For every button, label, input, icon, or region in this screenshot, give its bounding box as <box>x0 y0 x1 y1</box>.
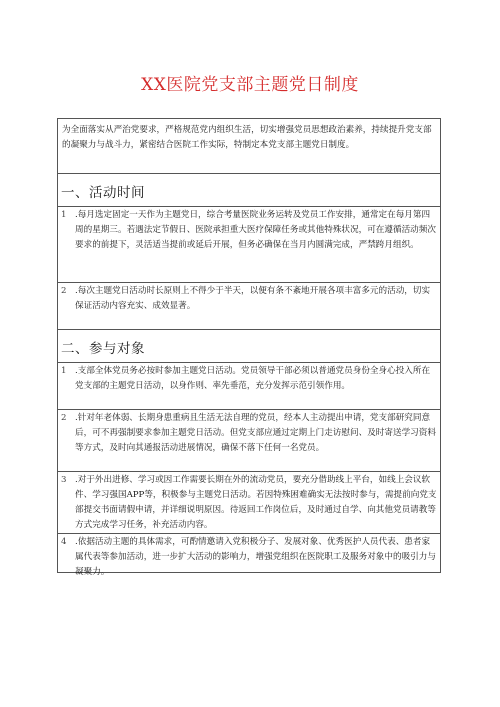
list-item <box>58 363 440 410</box>
list-item <box>58 472 440 534</box>
intro-paragraph: 为全面落实从严治党要求，严格规范党内组织生活，切实增强党员思想政治素养，持续提升党支部的凝聚力与战斗力，紧密结合医院工作实际，特制定本党支部主题党日制度。 <box>58 119 440 174</box>
item-number: 1 <box>61 366 67 376</box>
item-text: .依据活动主题的具体需求，可酌情邀请入党积极分子、发展对象、优秀医护人员代表、患者家属代表等参加活动，进一步扩大活动的影响力，增强党组织在医院职工及服务对象中的吸引力与凝聚力。 <box>75 537 436 577</box>
list-item <box>58 207 440 283</box>
section-heading-time: 一、活动时间 <box>58 174 440 207</box>
list-item <box>58 410 440 472</box>
item-number: 4 <box>61 537 67 547</box>
list-item <box>58 534 440 580</box>
item-text: .每月选定固定一天作为主题党日，综合考量医院业务运转及党员工作安排，通常定在每月第四周的星期三。若遇法定节假日、医院承担重大医疗保障任务或其他特殊状况，可在遵循活动频次要求的前提下，灵活适当提前或延后开展，但务必确保在当月内圆满完成，严禁跨月组织。 <box>75 210 436 250</box>
item-number: 1 <box>61 210 67 220</box>
content-frame <box>57 118 441 577</box>
item-number: 3 <box>61 475 67 485</box>
section-heading-participants: 二、参与对象 <box>58 330 440 363</box>
list-item <box>58 283 440 330</box>
item-text: .每次主题党日活动时长原则上不得少于半天，以便有条不紊地开展各项丰富多元的活动，切实保证活动内容充实、成效显著。 <box>75 286 431 311</box>
document-title: XX医院党支部主题党日制度 <box>141 75 359 95</box>
item-number: 2 <box>61 413 67 423</box>
item-number: 2 <box>61 286 67 296</box>
item-text: .支部全体党员务必按时参加主题党日活动。党员领导干部必须以普通党员身份全身心投入所在党支部的主题党日活动，以身作则、率先垂范，充分发挥示范引领作用。 <box>75 366 431 391</box>
item-text: .针对年老体弱、长期身患重病且生活无法自理的党员，经本人主动提出申请，党支部研究同意后，可不再强制要求参加主题党日活动。但党支部应通过定期上门走访慰问、及时寄送学习资料等方式，及时向其通报活动进展情况，确保不落下任何一名党员。 <box>75 413 436 453</box>
item-text: .对于外出进修、学习或因工作需要长期在外的流动党员，要充分借助线上平台，如线上会议软件、学习强国APP等，积极参与主题党日活动。若因特殊困难确实无法按时参与，需提前向党支部提交书面请假申请，并详细说明原因。待返回工作岗位后，及时通过自学、向其他党员请教等方式完成学习任务，补充活动内容。 <box>75 475 437 530</box>
